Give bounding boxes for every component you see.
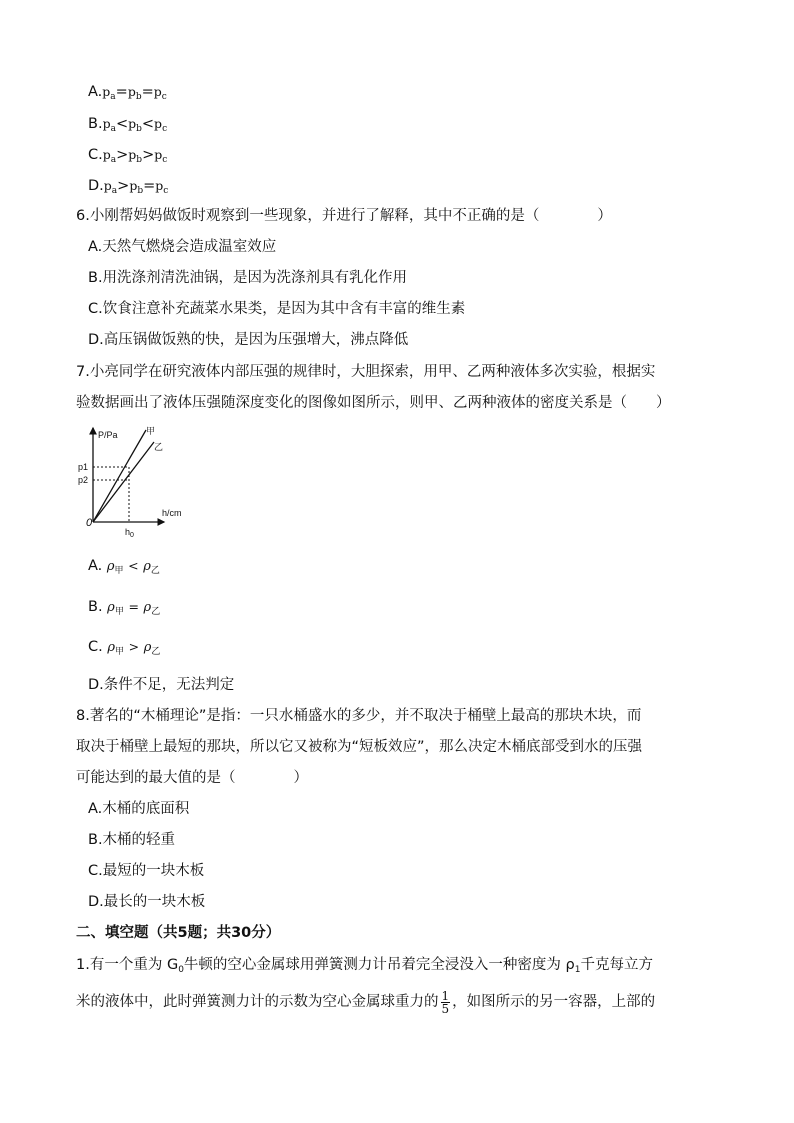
- q6-option-d: D.高压锅做饭熟的快，是因为压强增大，沸点降低: [88, 332, 409, 348]
- q6-option-a: A.天然气燃烧会造成温室效应: [88, 239, 277, 255]
- p1-label: p1: [78, 462, 89, 472]
- line-jia: [93, 430, 146, 522]
- q5-option-a: $A.p_a=p_b=p_c$: [88, 84, 167, 102]
- q5-option-b: $B.p_a<p_b<p_c$: [88, 116, 168, 134]
- q7-pressure-depth-graph: [76, 424, 206, 544]
- q5-option-d: $D.p_a>p_b=p_c$: [88, 178, 169, 196]
- q8-stem-line3: 可能达到的最大值的是（ ）: [76, 770, 308, 786]
- q8-option-b: B.木桶的轻重: [88, 832, 176, 848]
- q6-option-b: B.用洗涤剂清洗油锅，是因为洗涤剂具有乳化作用: [88, 270, 408, 286]
- q8-option-d: D.最长的一块木板: [88, 894, 206, 910]
- section-fill-in-title: 二、填空题（共5题；共30分）: [76, 925, 281, 941]
- q6-stem: 6.小刚帮妈妈做饭时观察到一些现象，并进行了解释，其中不正确的是（ ）: [76, 208, 612, 224]
- fill1-line1: 1.有一个重为 $G_0$牛顿的空心金属球用弹簧测力计吊着完全浸没入一种密度为 $\rho_1$千克每立方: [76, 957, 653, 975]
- line-yi-label: 乙: [154, 442, 164, 452]
- q8-stem-line2: 取决于桶壁上最短的那块，所以它又被称为“短板效应”，那么决定木桶底部受到水的压强: [76, 739, 643, 755]
- q7-option-b: B. $\rho_甲 = \rho_乙$: [88, 599, 161, 617]
- fill1-line2: 米的液体中，此时弹簧测力计的示数为空心金属球重力的 $\frac{1}{5}$ ，如图所示的另一容器，上部的: [76, 988, 656, 1016]
- one-fifth-fraction: $\frac{1}{5}$: [441, 988, 450, 1016]
- q7-option-c: C. $\rho_甲 > \rho_乙$: [88, 639, 161, 657]
- x-axis-label: h/cm: [162, 508, 182, 518]
- q8-stem-line1: 8.著名的“木桶理论”是指：一只水桶盛水的多少，并不取决于桶壁上最高的那块木块，而: [76, 708, 642, 724]
- q8-option-c: C.最短的一块木板: [88, 863, 205, 879]
- q7-option-a: A. $\rho_甲 < \rho_乙$: [88, 558, 160, 576]
- line-jia-label: 甲: [146, 426, 156, 436]
- q5-option-c: $C.p_a>p_b>p_c$: [88, 147, 168, 165]
- q7-stem-line2: 验数据画出了液体压强随深度变化的图像如图所示，则甲、乙两种液体的密度关系是（ ）: [76, 395, 671, 411]
- h0-label: $h_0$: [125, 527, 134, 539]
- q6-option-c: C.饮食注意补充蔬菜水果类，是因为其中含有丰富的维生素: [88, 301, 466, 317]
- origin-label: 0: [86, 517, 93, 529]
- q8-option-a: A.木桶的底面积: [88, 801, 190, 817]
- p2-label: p2: [78, 475, 89, 485]
- q7-option-d: D.条件不足，无法判定: [88, 677, 235, 693]
- y-axis-label: P/Pa: [98, 430, 118, 440]
- q7-stem-line1: 7.小亮同学在研究液体内部压强的规律时，大胆探索，用甲、乙两种液体多次实验，根据实: [76, 364, 656, 380]
- line-yi: [93, 442, 154, 522]
